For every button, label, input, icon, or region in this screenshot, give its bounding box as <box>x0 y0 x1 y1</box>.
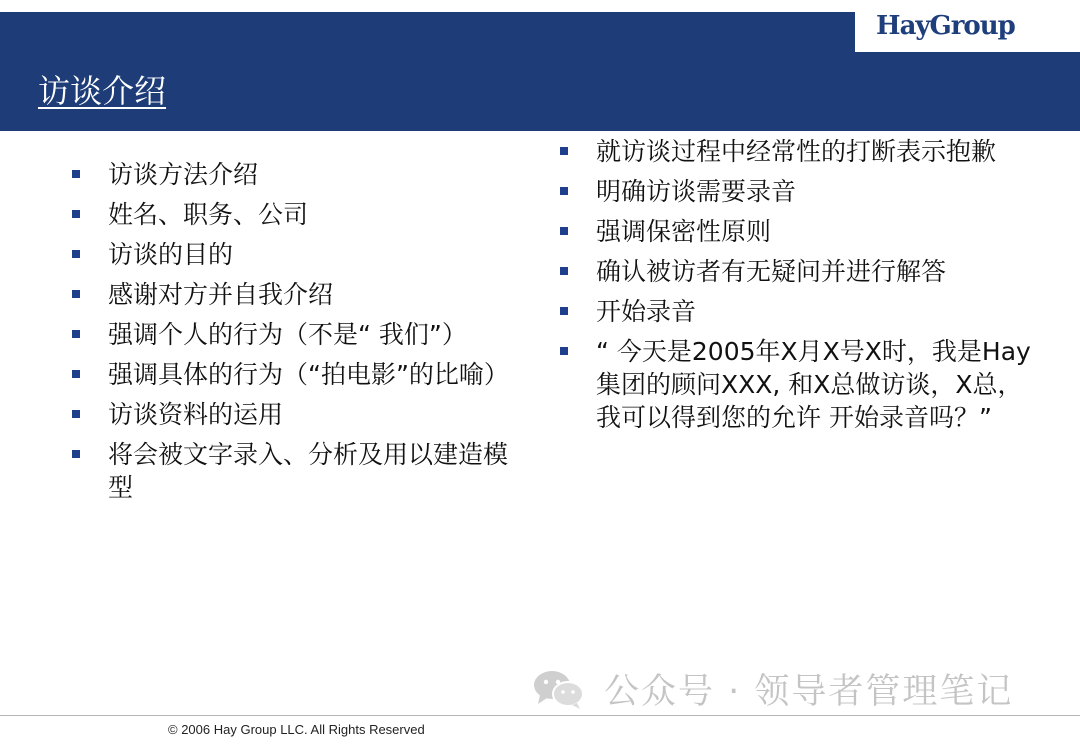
list-item-text: 确认被访者有无疑问并进行解答 <box>596 257 947 286</box>
footer-divider <box>0 715 1080 716</box>
list-item <box>72 238 512 271</box>
list-item <box>560 175 1040 208</box>
list-item <box>560 135 1040 168</box>
bullet-square-icon <box>72 330 80 338</box>
bullet-square-icon <box>72 250 80 258</box>
list-item-text: “ 今天是2005年X月X号X时，我是Hay集团的顾问XXX, 和X总做访谈，X总，我可以得到您的允许 开始录音吗？” <box>596 337 1031 432</box>
list-item <box>72 358 512 391</box>
list-item-text: 就访谈过程中经常性的打断表示抱歉 <box>596 137 997 166</box>
bullet-square-icon <box>72 410 80 418</box>
list-item-text: 将会被文字录入、分析及用以建造模型 <box>108 440 509 502</box>
list-item <box>560 255 1040 288</box>
bullet-square-icon <box>72 370 80 378</box>
bullet-square-icon <box>560 267 568 275</box>
bullet-square-icon <box>560 347 568 355</box>
list-item <box>72 278 512 311</box>
watermark <box>532 666 1013 712</box>
list-item-text: 访谈的目的 <box>108 240 234 269</box>
list-item-text: 强调具体的行为（“拍电影”的比喻） <box>108 360 509 389</box>
bullet-square-icon <box>72 170 80 178</box>
list-item <box>560 215 1040 248</box>
bullet-square-icon <box>72 210 80 218</box>
list-item <box>72 158 512 191</box>
bullet-square-icon <box>72 450 80 458</box>
list-item-text: 访谈资料的运用 <box>108 400 284 429</box>
haygroup-logo: HayGroup <box>876 11 1015 41</box>
bullet-square-icon <box>560 307 568 315</box>
list-item-text: 感谢对方并自我介绍 <box>108 280 334 309</box>
list-item-text: 强调保密性原则 <box>596 217 772 246</box>
list-item-text: 访谈方法介绍 <box>108 160 259 189</box>
list-item-text: 明确访谈需要录音 <box>596 177 797 206</box>
right-bullet-list <box>560 135 1040 441</box>
left-bullet-list <box>72 158 512 511</box>
list-item <box>560 335 1040 434</box>
list-item-text: 强调个人的行为（不是“ 我们”） <box>108 320 467 349</box>
copyright-footer: © 2006 Hay Group LLC. All Rights Reserved <box>168 722 425 737</box>
list-item <box>72 198 512 231</box>
list-item-text: 姓名、职务、公司 <box>108 200 309 229</box>
watermark-text: 公众号 · 领导者管理笔记 <box>604 672 1014 712</box>
list-item <box>72 398 512 431</box>
list-item <box>72 438 512 504</box>
bullet-square-icon <box>72 290 80 298</box>
wechat-icon <box>532 668 586 710</box>
bullet-square-icon <box>560 227 568 235</box>
list-item-text: 开始录音 <box>596 297 697 326</box>
bullet-square-icon <box>560 187 568 195</box>
slide-title: 访谈介绍 <box>38 72 167 110</box>
bullet-square-icon <box>560 147 568 155</box>
list-item <box>72 318 512 351</box>
list-item <box>560 295 1040 328</box>
